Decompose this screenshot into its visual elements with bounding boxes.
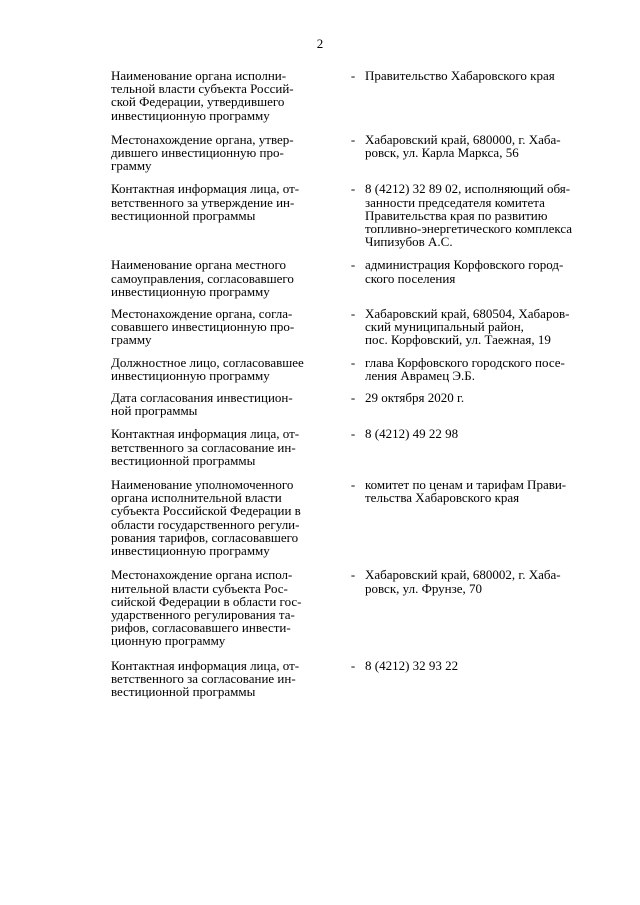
table-row — [111, 478, 611, 557]
row-value: Хабаровский край, 680002, г. Хаба- ровск, ул. Фрунзе, 70 — [365, 567, 561, 596]
row-label: Местонахождение органа, согла- совавшего инвестиционную про- грамму — [111, 306, 295, 348]
table-row — [111, 659, 611, 699]
table-row — [111, 69, 611, 122]
row-label: Контактная информация лица, от- ветственного за утверждение ин- вестиционной программы — [111, 181, 300, 223]
row-value: глава Корфовского городского посе- ления Аврамец Э.Б. — [365, 354, 565, 383]
row-dash: - — [350, 68, 356, 83]
table-row — [111, 391, 611, 417]
row-label: Наименование органа исполни- тельной власти субъекта Россий- ской Федерации, утвердившего инвестиционную программу — [111, 68, 294, 123]
row-label: Дата согласования инвестицион- ной программы — [111, 390, 293, 419]
row-label: Наименование органа местного самоуправления, согласовавшего инвестиционную программу — [111, 257, 294, 299]
table-row — [111, 307, 611, 347]
row-value: администрация Корфовского город- ского поселения — [365, 257, 564, 286]
table-row — [111, 182, 611, 248]
page-number: 2 — [316, 36, 324, 51]
row-value: Правительство Хабаровского края — [365, 68, 555, 83]
table-row — [111, 427, 611, 467]
row-value: 8 (4212) 32 93 22 — [365, 657, 459, 673]
row-dash: - — [350, 257, 356, 273]
row-label: Должностное лицо, согласовавшее инвестиционную программу — [111, 354, 304, 383]
row-label: Наименование уполномоченного органа исполнительной власти субъекта Российской Федерации в области государственного регули- рования тарифов, согласовавшего инвестиционную программу — [111, 477, 301, 559]
row-value: 8 (4212) 49 22 98 — [365, 426, 459, 442]
table-row — [111, 356, 611, 382]
row-dash: - — [350, 306, 356, 322]
row-label: Местонахождение органа, утвер- дившего инвестиционную про- грамму — [111, 131, 294, 174]
table-row — [111, 258, 611, 298]
row-dash: - — [350, 426, 356, 442]
row-dash: - — [350, 181, 356, 197]
table-row — [111, 568, 611, 647]
row-label: Контактная информация лица, от- ветственного за согласование ин- вестиционной программы — [111, 426, 300, 468]
row-dash: - — [350, 354, 356, 370]
info-table — [111, 69, 611, 698]
row-label: Контактная информация лица, от- ветственного за согласование ин- вестиционной программы — [111, 657, 300, 699]
row-value: комитет по ценам и тарифам Прави- тельства Хабаровского края — [365, 477, 567, 506]
row-dash: - — [350, 477, 356, 493]
row-value: 8 (4212) 32 89 02, исполняющий обя- занности председателя комитета Правительства края по развитию топливно-энергетического комплекса Чипизубов А.С. — [365, 181, 573, 250]
row-value: 29 октября 2020 г. — [365, 390, 465, 406]
row-dash: - — [350, 390, 356, 406]
row-dash: - — [350, 567, 356, 583]
row-dash: - — [350, 131, 356, 147]
table-row — [111, 133, 611, 173]
row-value: Хабаровский край, 680504, Хабаров- ский муниципальный район, пос. Корфовский, ул. Таежная, 19 — [365, 306, 570, 348]
row-label: Местонахождение органа испол- нительной власти субъекта Рос- сийской Федерации в области гос- ударственного регулирования та- рифов, согласовавшего инвести- ционную программу — [111, 567, 302, 649]
row-dash: - — [350, 657, 356, 673]
row-value: Хабаровский край, 680000, г. Хаба- ровск, ул. Карла Маркса, 56 — [365, 131, 561, 161]
